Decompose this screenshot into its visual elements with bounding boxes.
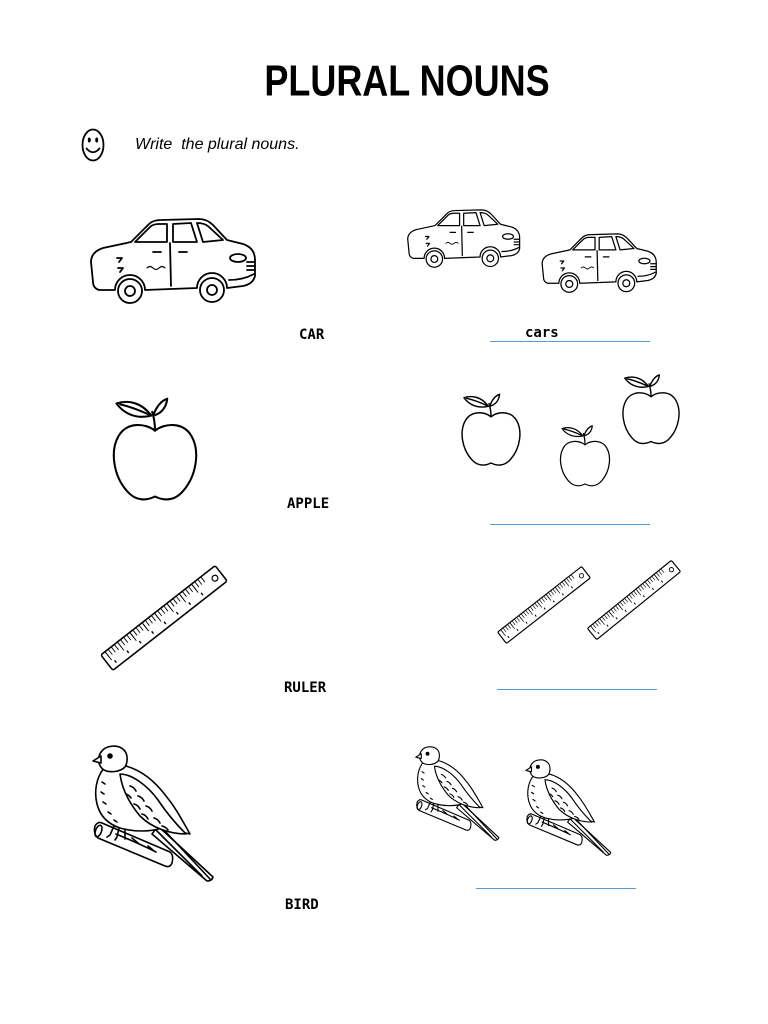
apple-icon bbox=[557, 422, 613, 490]
smiley-icon bbox=[81, 128, 105, 162]
bird-icon bbox=[92, 742, 216, 882]
car-icon bbox=[539, 229, 658, 293]
plural-answer-field[interactable] bbox=[490, 508, 650, 525]
plural-answer-field[interactable] bbox=[497, 673, 657, 690]
bird-icon bbox=[525, 757, 613, 856]
apple-icon bbox=[619, 371, 683, 448]
plural-answer-text: cars bbox=[525, 325, 559, 341]
ruler-icon bbox=[98, 562, 230, 674]
ruler-icon bbox=[496, 565, 592, 645]
car-icon bbox=[405, 205, 521, 268]
car-icon bbox=[87, 212, 257, 304]
singular-word: CAR bbox=[299, 327, 325, 343]
plural-answer-text bbox=[490, 508, 650, 524]
apple-icon bbox=[458, 390, 524, 470]
page-title: PLURAL NOUNS bbox=[264, 55, 550, 106]
plural-answer-field[interactable] bbox=[490, 325, 650, 342]
singular-word: RULER bbox=[284, 680, 327, 696]
plural-answer-field[interactable] bbox=[476, 872, 636, 889]
bird-icon bbox=[415, 744, 501, 841]
ruler-icon bbox=[586, 560, 682, 640]
singular-word: BIRD bbox=[285, 897, 319, 913]
singular-word: APPLE bbox=[287, 496, 330, 512]
apple-icon bbox=[108, 393, 202, 506]
plural-answer-text bbox=[476, 872, 636, 888]
instruction-text: Write the plural nouns. bbox=[135, 136, 300, 153]
plural-answer-text bbox=[497, 673, 657, 689]
